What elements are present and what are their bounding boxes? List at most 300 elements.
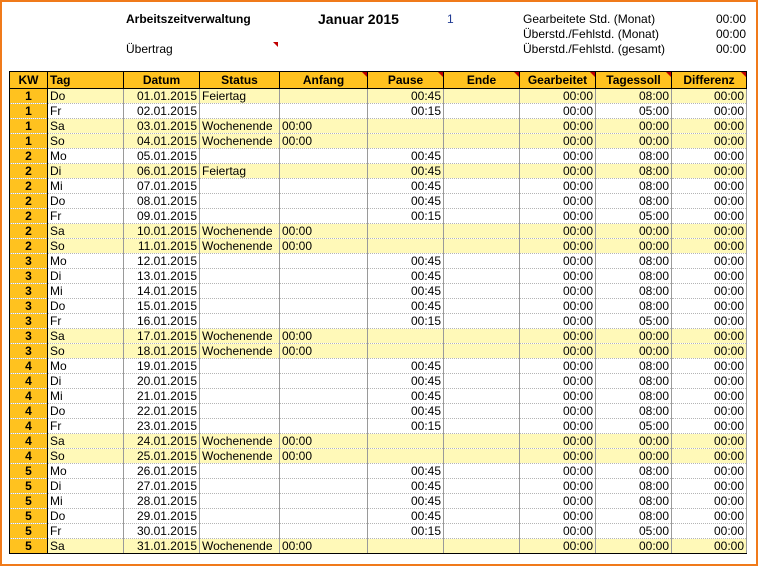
cell-ende[interactable]	[444, 479, 520, 494]
cell-datum[interactable]: 09.01.2015	[124, 209, 200, 224]
cell-tagessoll[interactable]: 08:00	[596, 494, 672, 509]
cell-anfang[interactable]	[280, 359, 368, 374]
cell-ende[interactable]	[444, 134, 520, 149]
cell-pause[interactable]	[368, 239, 444, 254]
cell-pause[interactable]	[368, 119, 444, 134]
cell-kw[interactable]: 3	[10, 329, 48, 344]
cell-status[interactable]: Wochenende	[200, 239, 280, 254]
cell-differenz[interactable]: 00:00	[672, 224, 747, 239]
cell-tagessoll[interactable]: 05:00	[596, 314, 672, 329]
cell-tag[interactable]: Mo	[48, 359, 124, 374]
cell-gearbeitet[interactable]: 00:00	[520, 464, 596, 479]
cell-gearbeitet[interactable]: 00:00	[520, 179, 596, 194]
cell-anfang[interactable]	[280, 314, 368, 329]
cell-pause[interactable]	[368, 434, 444, 449]
cell-tag[interactable]: Sa	[48, 434, 124, 449]
cell-differenz[interactable]: 00:00	[672, 164, 747, 179]
cell-tagessoll[interactable]: 08:00	[596, 164, 672, 179]
cell-status[interactable]: Wochenende	[200, 329, 280, 344]
cell-tagessoll[interactable]: 00:00	[596, 434, 672, 449]
cell-anfang[interactable]: 00:00	[280, 224, 368, 239]
cell-gearbeitet[interactable]: 00:00	[520, 254, 596, 269]
cell-status[interactable]: Wochenende	[200, 344, 280, 359]
cell-pause[interactable]: 00:45	[368, 479, 444, 494]
cell-kw[interactable]: 5	[10, 479, 48, 494]
cell-differenz[interactable]: 00:00	[672, 344, 747, 359]
cell-tagessoll[interactable]: 08:00	[596, 194, 672, 209]
cell-status[interactable]	[200, 464, 280, 479]
cell-pause[interactable]: 00:45	[368, 359, 444, 374]
cell-status[interactable]	[200, 269, 280, 284]
cell-tagessoll[interactable]: 08:00	[596, 284, 672, 299]
cell-pause[interactable]: 00:45	[368, 89, 444, 104]
cell-status[interactable]	[200, 524, 280, 539]
cell-tag[interactable]: Di	[48, 164, 124, 179]
cell-pause[interactable]: 00:45	[368, 494, 444, 509]
cell-pause[interactable]: 00:45	[368, 194, 444, 209]
cell-gearbeitet[interactable]: 00:00	[520, 224, 596, 239]
cell-status[interactable]	[200, 389, 280, 404]
cell-datum[interactable]: 22.01.2015	[124, 404, 200, 419]
cell-tagessoll[interactable]: 05:00	[596, 419, 672, 434]
cell-datum[interactable]: 03.01.2015	[124, 119, 200, 134]
cell-datum[interactable]: 31.01.2015	[124, 539, 200, 554]
cell-gearbeitet[interactable]: 00:00	[520, 194, 596, 209]
cell-status[interactable]	[200, 149, 280, 164]
cell-anfang[interactable]: 00:00	[280, 434, 368, 449]
cell-tag[interactable]: Fr	[48, 209, 124, 224]
cell-pause[interactable]: 00:45	[368, 404, 444, 419]
cell-status[interactable]: Wochenende	[200, 119, 280, 134]
cell-gearbeitet[interactable]: 00:00	[520, 269, 596, 284]
cell-datum[interactable]: 01.01.2015	[124, 89, 200, 104]
cell-pause[interactable]: 00:45	[368, 254, 444, 269]
cell-kw[interactable]: 1	[10, 119, 48, 134]
col-header-ende[interactable]: Ende	[444, 72, 520, 89]
cell-status[interactable]	[200, 179, 280, 194]
cell-differenz[interactable]: 00:00	[672, 134, 747, 149]
cell-status[interactable]: Feiertag	[200, 164, 280, 179]
cell-tag[interactable]: So	[48, 134, 124, 149]
cell-anfang[interactable]: 00:00	[280, 329, 368, 344]
cell-differenz[interactable]: 00:00	[672, 419, 747, 434]
cell-tagessoll[interactable]: 08:00	[596, 374, 672, 389]
cell-status[interactable]	[200, 299, 280, 314]
cell-tag[interactable]: Mi	[48, 284, 124, 299]
cell-gearbeitet[interactable]: 00:00	[520, 119, 596, 134]
cell-ende[interactable]	[444, 89, 520, 104]
cell-anfang[interactable]	[280, 89, 368, 104]
cell-datum[interactable]: 29.01.2015	[124, 509, 200, 524]
cell-tagessoll[interactable]: 08:00	[596, 509, 672, 524]
cell-pause[interactable]	[368, 224, 444, 239]
cell-ende[interactable]	[444, 449, 520, 464]
cell-kw[interactable]: 2	[10, 239, 48, 254]
cell-differenz[interactable]: 00:00	[672, 209, 747, 224]
cell-gearbeitet[interactable]: 00:00	[520, 134, 596, 149]
cell-ende[interactable]	[444, 314, 520, 329]
cell-gearbeitet[interactable]: 00:00	[520, 539, 596, 554]
cell-anfang[interactable]	[280, 254, 368, 269]
summary-value-total-overtime[interactable]: 00:00	[716, 42, 747, 56]
cell-ende[interactable]	[444, 419, 520, 434]
cell-gearbeitet[interactable]: 00:00	[520, 389, 596, 404]
cell-gearbeitet[interactable]: 00:00	[520, 344, 596, 359]
cell-gearbeitet[interactable]: 00:00	[520, 104, 596, 119]
cell-pause[interactable]: 00:15	[368, 419, 444, 434]
cell-tag[interactable]: Mi	[48, 494, 124, 509]
cell-differenz[interactable]: 00:00	[672, 404, 747, 419]
cell-tag[interactable]: Mo	[48, 464, 124, 479]
cell-tagessoll[interactable]: 08:00	[596, 404, 672, 419]
cell-datum[interactable]: 28.01.2015	[124, 494, 200, 509]
cell-anfang[interactable]	[280, 269, 368, 284]
cell-tagessoll[interactable]: 05:00	[596, 104, 672, 119]
cell-kw[interactable]: 1	[10, 134, 48, 149]
cell-kw[interactable]: 1	[10, 104, 48, 119]
cell-gearbeitet[interactable]: 00:00	[520, 209, 596, 224]
cell-tag[interactable]: Do	[48, 509, 124, 524]
cell-ende[interactable]	[444, 374, 520, 389]
cell-tag[interactable]: Fr	[48, 104, 124, 119]
summary-value-monthly-overtime[interactable]: 00:00	[716, 27, 747, 41]
cell-tag[interactable]: Mi	[48, 389, 124, 404]
cell-tagessoll[interactable]: 08:00	[596, 389, 672, 404]
cell-status[interactable]: Wochenende	[200, 449, 280, 464]
cell-tag[interactable]: So	[48, 239, 124, 254]
cell-tag[interactable]: So	[48, 344, 124, 359]
cell-kw[interactable]: 3	[10, 284, 48, 299]
cell-gearbeitet[interactable]: 00:00	[520, 419, 596, 434]
cell-gearbeitet[interactable]: 00:00	[520, 359, 596, 374]
cell-kw[interactable]: 4	[10, 419, 48, 434]
comment-indicator-icon[interactable]	[273, 42, 278, 47]
cell-ende[interactable]	[444, 284, 520, 299]
cell-differenz[interactable]: 00:00	[672, 119, 747, 134]
cell-datum[interactable]: 02.01.2015	[124, 104, 200, 119]
cell-status[interactable]	[200, 104, 280, 119]
cell-anfang[interactable]: 00:00	[280, 539, 368, 554]
cell-gearbeitet[interactable]: 00:00	[520, 509, 596, 524]
cell-differenz[interactable]: 00:00	[672, 284, 747, 299]
cell-status[interactable]	[200, 359, 280, 374]
cell-anfang[interactable]: 00:00	[280, 134, 368, 149]
cell-ende[interactable]	[444, 464, 520, 479]
cell-datum[interactable]: 17.01.2015	[124, 329, 200, 344]
cell-ende[interactable]	[444, 209, 520, 224]
cell-ende[interactable]	[444, 299, 520, 314]
cell-pause[interactable]: 00:45	[368, 389, 444, 404]
cell-kw[interactable]: 5	[10, 464, 48, 479]
cell-ende[interactable]	[444, 509, 520, 524]
cell-differenz[interactable]: 00:00	[672, 479, 747, 494]
cell-kw[interactable]: 4	[10, 449, 48, 464]
cell-datum[interactable]: 27.01.2015	[124, 479, 200, 494]
cell-gearbeitet[interactable]: 00:00	[520, 329, 596, 344]
cell-tag[interactable]: Do	[48, 299, 124, 314]
cell-anfang[interactable]	[280, 194, 368, 209]
cell-tagessoll[interactable]: 08:00	[596, 359, 672, 374]
cell-gearbeitet[interactable]: 00:00	[520, 524, 596, 539]
cell-kw[interactable]: 5	[10, 539, 48, 554]
cell-tagessoll[interactable]: 00:00	[596, 449, 672, 464]
cell-datum[interactable]: 06.01.2015	[124, 164, 200, 179]
cell-gearbeitet[interactable]: 00:00	[520, 434, 596, 449]
cell-pause[interactable]: 00:15	[368, 314, 444, 329]
cell-datum[interactable]: 13.01.2015	[124, 269, 200, 284]
cell-kw[interactable]: 4	[10, 374, 48, 389]
col-header-datum[interactable]: Datum	[124, 72, 200, 89]
cell-tag[interactable]: Sa	[48, 329, 124, 344]
col-header-pause[interactable]: Pause	[368, 72, 444, 89]
cell-anfang[interactable]	[280, 284, 368, 299]
cell-differenz[interactable]: 00:00	[672, 314, 747, 329]
cell-gearbeitet[interactable]: 00:00	[520, 374, 596, 389]
cell-ende[interactable]	[444, 404, 520, 419]
cell-tagessoll[interactable]: 00:00	[596, 224, 672, 239]
cell-anfang[interactable]	[280, 524, 368, 539]
cell-datum[interactable]: 08.01.2015	[124, 194, 200, 209]
cell-status[interactable]: Wochenende	[200, 224, 280, 239]
col-header-status[interactable]: Status	[200, 72, 280, 89]
cell-tag[interactable]: Mo	[48, 254, 124, 269]
cell-kw[interactable]: 3	[10, 299, 48, 314]
cell-pause[interactable]	[368, 329, 444, 344]
cell-tagessoll[interactable]: 05:00	[596, 209, 672, 224]
cell-tag[interactable]: Sa	[48, 539, 124, 554]
cell-pause[interactable]: 00:45	[368, 299, 444, 314]
cell-kw[interactable]: 4	[10, 359, 48, 374]
cell-differenz[interactable]: 00:00	[672, 299, 747, 314]
cell-kw[interactable]: 4	[10, 404, 48, 419]
summary-value-monthly-hours[interactable]: 00:00	[716, 12, 747, 26]
cell-ende[interactable]	[444, 194, 520, 209]
cell-tagessoll[interactable]: 08:00	[596, 479, 672, 494]
month-number-cell[interactable]: 1	[447, 12, 454, 26]
cell-tag[interactable]: Do	[48, 194, 124, 209]
cell-tagessoll[interactable]: 08:00	[596, 464, 672, 479]
cell-gearbeitet[interactable]: 00:00	[520, 149, 596, 164]
cell-tag[interactable]: Mi	[48, 179, 124, 194]
cell-kw[interactable]: 5	[10, 524, 48, 539]
col-header-differenz[interactable]: Differenz	[672, 72, 747, 89]
cell-status[interactable]	[200, 374, 280, 389]
cell-tagessoll[interactable]: 00:00	[596, 344, 672, 359]
cell-ende[interactable]	[444, 149, 520, 164]
cell-gearbeitet[interactable]: 00:00	[520, 239, 596, 254]
cell-ende[interactable]	[444, 329, 520, 344]
cell-datum[interactable]: 10.01.2015	[124, 224, 200, 239]
cell-datum[interactable]: 19.01.2015	[124, 359, 200, 374]
cell-kw[interactable]: 3	[10, 314, 48, 329]
cell-datum[interactable]: 15.01.2015	[124, 299, 200, 314]
cell-ende[interactable]	[444, 389, 520, 404]
cell-tagessoll[interactable]: 08:00	[596, 179, 672, 194]
cell-status[interactable]	[200, 419, 280, 434]
cell-kw[interactable]: 2	[10, 209, 48, 224]
cell-anfang[interactable]	[280, 209, 368, 224]
cell-tagessoll[interactable]: 00:00	[596, 329, 672, 344]
cell-ende[interactable]	[444, 179, 520, 194]
cell-ende[interactable]	[444, 344, 520, 359]
cell-kw[interactable]: 3	[10, 344, 48, 359]
cell-tagessoll[interactable]: 08:00	[596, 89, 672, 104]
cell-anfang[interactable]	[280, 164, 368, 179]
cell-status[interactable]	[200, 284, 280, 299]
cell-pause[interactable]: 00:45	[368, 374, 444, 389]
cell-pause[interactable]: 00:15	[368, 104, 444, 119]
cell-ende[interactable]	[444, 269, 520, 284]
cell-tag[interactable]: Di	[48, 374, 124, 389]
cell-gearbeitet[interactable]: 00:00	[520, 494, 596, 509]
cell-anfang[interactable]: 00:00	[280, 119, 368, 134]
cell-ende[interactable]	[444, 434, 520, 449]
cell-datum[interactable]: 12.01.2015	[124, 254, 200, 269]
cell-differenz[interactable]: 00:00	[672, 359, 747, 374]
cell-ende[interactable]	[444, 524, 520, 539]
cell-differenz[interactable]: 00:00	[672, 89, 747, 104]
cell-tag[interactable]: Di	[48, 269, 124, 284]
cell-gearbeitet[interactable]: 00:00	[520, 89, 596, 104]
cell-kw[interactable]: 3	[10, 269, 48, 284]
cell-anfang[interactable]	[280, 374, 368, 389]
cell-tagessoll[interactable]: 05:00	[596, 524, 672, 539]
cell-status[interactable]: Wochenende	[200, 134, 280, 149]
cell-datum[interactable]: 24.01.2015	[124, 434, 200, 449]
cell-tagessoll[interactable]: 08:00	[596, 269, 672, 284]
cell-kw[interactable]: 2	[10, 194, 48, 209]
cell-pause[interactable]: 00:45	[368, 149, 444, 164]
cell-status[interactable]	[200, 254, 280, 269]
cell-status[interactable]	[200, 194, 280, 209]
cell-pause[interactable]: 00:45	[368, 164, 444, 179]
cell-datum[interactable]: 04.01.2015	[124, 134, 200, 149]
cell-pause[interactable]	[368, 539, 444, 554]
cell-differenz[interactable]: 00:00	[672, 269, 747, 284]
cell-differenz[interactable]: 00:00	[672, 179, 747, 194]
cell-anfang[interactable]	[280, 389, 368, 404]
cell-pause[interactable]: 00:45	[368, 464, 444, 479]
cell-anfang[interactable]	[280, 419, 368, 434]
cell-kw[interactable]: 2	[10, 224, 48, 239]
cell-anfang[interactable]	[280, 179, 368, 194]
cell-kw[interactable]: 1	[10, 89, 48, 104]
cell-anfang[interactable]	[280, 149, 368, 164]
cell-pause[interactable]: 00:15	[368, 209, 444, 224]
cell-anfang[interactable]	[280, 494, 368, 509]
cell-pause[interactable]	[368, 344, 444, 359]
cell-ende[interactable]	[444, 494, 520, 509]
cell-kw[interactable]: 4	[10, 434, 48, 449]
cell-pause[interactable]	[368, 134, 444, 149]
cell-differenz[interactable]: 00:00	[672, 434, 747, 449]
cell-ende[interactable]	[444, 239, 520, 254]
cell-kw[interactable]: 5	[10, 509, 48, 524]
cell-gearbeitet[interactable]: 00:00	[520, 479, 596, 494]
cell-differenz[interactable]: 00:00	[672, 464, 747, 479]
cell-tag[interactable]: Fr	[48, 419, 124, 434]
cell-ende[interactable]	[444, 104, 520, 119]
col-header-anfang[interactable]: Anfang	[280, 72, 368, 89]
cell-pause[interactable]: 00:45	[368, 284, 444, 299]
cell-anfang[interactable]	[280, 404, 368, 419]
cell-tag[interactable]: Do	[48, 404, 124, 419]
cell-status[interactable]	[200, 479, 280, 494]
cell-anfang[interactable]: 00:00	[280, 239, 368, 254]
cell-ende[interactable]	[444, 539, 520, 554]
cell-pause[interactable]: 00:45	[368, 509, 444, 524]
cell-differenz[interactable]: 00:00	[672, 389, 747, 404]
cell-tagessoll[interactable]: 00:00	[596, 119, 672, 134]
cell-differenz[interactable]: 00:00	[672, 149, 747, 164]
cell-tagessoll[interactable]: 08:00	[596, 149, 672, 164]
cell-ende[interactable]	[444, 254, 520, 269]
cell-differenz[interactable]: 00:00	[672, 524, 747, 539]
cell-tag[interactable]: Do	[48, 89, 124, 104]
cell-gearbeitet[interactable]: 00:00	[520, 299, 596, 314]
cell-status[interactable]: Wochenende	[200, 434, 280, 449]
cell-status[interactable]	[200, 209, 280, 224]
cell-gearbeitet[interactable]: 00:00	[520, 404, 596, 419]
cell-anfang[interactable]: 00:00	[280, 449, 368, 464]
cell-tagessoll[interactable]: 08:00	[596, 299, 672, 314]
cell-datum[interactable]: 18.01.2015	[124, 344, 200, 359]
cell-gearbeitet[interactable]: 00:00	[520, 449, 596, 464]
cell-status[interactable]: Feiertag	[200, 89, 280, 104]
cell-kw[interactable]: 5	[10, 494, 48, 509]
cell-ende[interactable]	[444, 359, 520, 374]
cell-differenz[interactable]: 00:00	[672, 509, 747, 524]
cell-datum[interactable]: 20.01.2015	[124, 374, 200, 389]
cell-tagessoll[interactable]: 00:00	[596, 539, 672, 554]
cell-pause[interactable]: 00:45	[368, 179, 444, 194]
cell-anfang[interactable]	[280, 509, 368, 524]
cell-tag[interactable]: Di	[48, 479, 124, 494]
cell-datum[interactable]: 14.01.2015	[124, 284, 200, 299]
cell-ende[interactable]	[444, 224, 520, 239]
cell-tag[interactable]: So	[48, 449, 124, 464]
cell-differenz[interactable]: 00:00	[672, 239, 747, 254]
cell-differenz[interactable]: 00:00	[672, 494, 747, 509]
cell-gearbeitet[interactable]: 00:00	[520, 284, 596, 299]
cell-kw[interactable]: 2	[10, 149, 48, 164]
cell-status[interactable]	[200, 494, 280, 509]
cell-status[interactable]	[200, 314, 280, 329]
cell-status[interactable]	[200, 509, 280, 524]
cell-differenz[interactable]: 00:00	[672, 104, 747, 119]
cell-tag[interactable]: Sa	[48, 224, 124, 239]
cell-anfang[interactable]	[280, 464, 368, 479]
cell-kw[interactable]: 2	[10, 164, 48, 179]
col-header-gearbeitet[interactable]: Gearbeitet	[520, 72, 596, 89]
cell-ende[interactable]	[444, 119, 520, 134]
cell-pause[interactable]	[368, 449, 444, 464]
cell-status[interactable]	[200, 404, 280, 419]
cell-gearbeitet[interactable]: 00:00	[520, 164, 596, 179]
cell-tag[interactable]: Sa	[48, 119, 124, 134]
cell-kw[interactable]: 4	[10, 389, 48, 404]
cell-anfang[interactable]: 00:00	[280, 344, 368, 359]
col-header-tag[interactable]: Tag	[48, 72, 124, 89]
col-header-kw[interactable]: KW	[10, 72, 48, 89]
cell-anfang[interactable]	[280, 479, 368, 494]
cell-differenz[interactable]: 00:00	[672, 449, 747, 464]
cell-status[interactable]: Wochenende	[200, 539, 280, 554]
cell-differenz[interactable]: 00:00	[672, 539, 747, 554]
cell-anfang[interactable]	[280, 104, 368, 119]
cell-datum[interactable]: 16.01.2015	[124, 314, 200, 329]
cell-tag[interactable]: Fr	[48, 524, 124, 539]
